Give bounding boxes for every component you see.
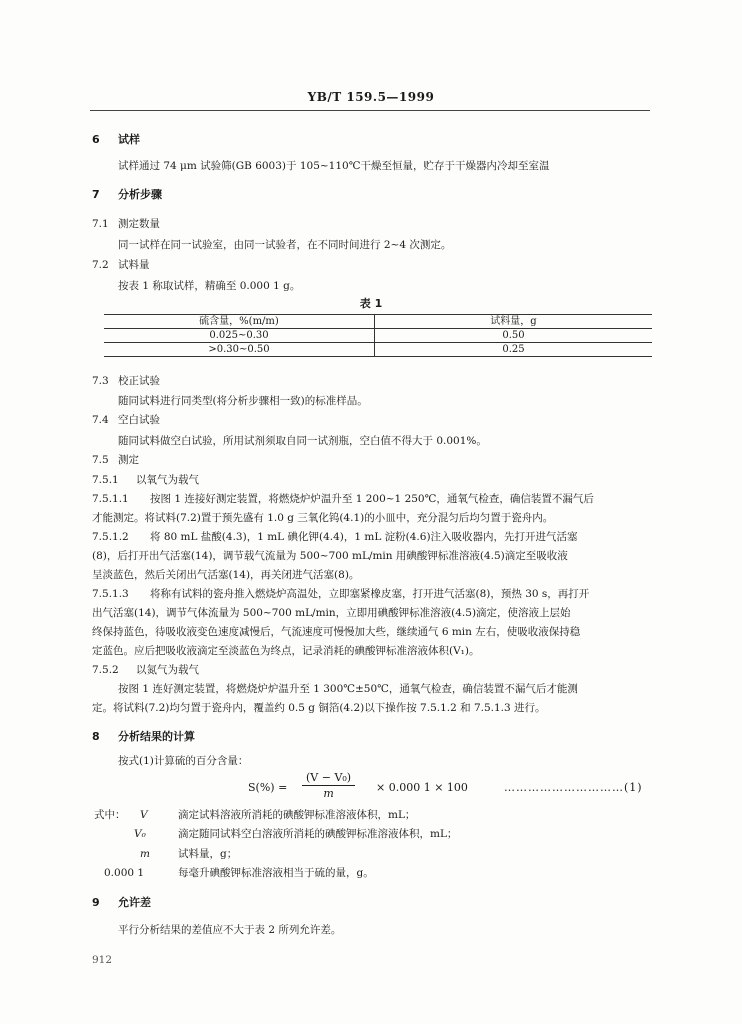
formula-fraction [302, 772, 355, 799]
table-cell: 0.50 [375, 329, 653, 343]
variable-description: 滴定试料溶液所消耗的碘酸钾标准溶液体积，mL； [178, 809, 416, 821]
section-7-5-2-number: 7.5.2 [92, 664, 119, 676]
section-7-4-title: 空白试验 [118, 414, 160, 426]
variable-symbol: m [140, 848, 150, 860]
section-8-title: 分析结果的计算 [118, 730, 195, 743]
paragraph-line: 定。将试料(7.2)均匀置于瓷舟内，覆盖约 0.5 g 铜箔(4.2)以下操作按 7.5.1.2 和 7.5.1.3 进行。 [92, 702, 546, 714]
section-8-number: 8 [92, 730, 100, 743]
formula-numerator: (V − V₀) [302, 772, 355, 786]
paragraph-line: 终保持蓝色，待吸收液变色速度减慢后，气流速度可慢慢加大些，继续通气 6 min 左右，使吸收液保持稳 [92, 626, 581, 638]
section-7-3-title: 校正试验 [118, 375, 160, 387]
section-7-1-body: 同一试样在同一试验室，由同一试验者，在不同时间进行 2~4 次测定。 [118, 239, 452, 251]
section-7-1-number: 7.1 [92, 218, 109, 230]
table-1-caption: 表 1 [359, 297, 383, 310]
table-cell: >0.30~0.50 [104, 343, 375, 357]
section-9-title: 允许差 [118, 896, 151, 909]
paragraph-line: 呈淡蓝色，然后关闭出气活塞(14)，再关闭进气活塞(8)。 [92, 569, 360, 581]
section-7-5-1-2-number: 7.5.1.2 [92, 531, 129, 543]
section-7-4-number: 7.4 [92, 414, 109, 426]
header-rule [90, 110, 650, 111]
section-6-body: 试样通过 74 μm 试验筛(GB 6003)于 105~110℃干燥至恒量，贮存于干燥器内冷却至室温 [118, 160, 550, 172]
formula-lhs: S(%) = [248, 781, 288, 794]
section-7-5-number: 7.5 [92, 454, 109, 466]
section-7-5-1-number: 7.5.1 [92, 474, 119, 486]
equation-number: …………………………(1) [504, 781, 643, 794]
paragraph-line: 按图 1 连好测定装置，将燃烧炉炉温升至 1 300℃±50℃，通氧气检查，确信装置不漏气后才能测 [118, 683, 578, 695]
paragraph-line: 才能测定。将试料(7.2)置于预先盛有 1.0 g 三氧化钨(4.1)的小皿中，充分混匀后均匀置于瓷舟内。 [92, 512, 554, 524]
section-7-5-1-title: 以氧气为载气 [136, 474, 199, 486]
section-7-4-body: 随同试料做空白试验，所用试剂须取自同一试剂瓶，空白值不得大于 0.001%。 [118, 435, 487, 447]
section-7-2-body: 按表 1 称取试样，精确至 0.000 1 g。 [118, 280, 301, 292]
table-header-row [104, 315, 652, 329]
page-number: 912 [92, 954, 113, 966]
section-7-title: 分析步骤 [118, 188, 162, 201]
section-7-5-1-1-number: 7.5.1.1 [92, 493, 129, 505]
section-7-3-number: 7.3 [92, 375, 109, 387]
section-6-number: 6 [92, 133, 100, 146]
variable-description: 滴定随同试料空白溶液所消耗的碘酸钾标准溶液体积，mL； [178, 828, 458, 840]
paragraph-line: (8)，后打开出气活塞(14)，调节载气流量为 500~700 mL/min 用碘酸钾标准溶液(4.5)滴定至吸收液 [92, 550, 568, 562]
variable-description: 每毫升碘酸钾标准溶液相当于硫的量，g。 [178, 867, 374, 879]
table-header-cell: 试料量，g [375, 315, 653, 329]
paragraph-line: 出气活塞(14)，调节气体流量为 500~700 mL/min，立即用碘酸钾标准溶液(4.5)滴定，使溶液上层始 [92, 607, 571, 619]
section-7-1-title: 测定数量 [118, 218, 160, 230]
formula-intro: 按式(1)计算硫的百分含量： [118, 755, 249, 767]
section-9-body: 平行分析结果的差值应不大于表 2 所列允许差。 [118, 924, 342, 936]
variable-description: 试料量，g； [178, 848, 238, 860]
section-7-5-2-title: 以氮气为载气 [136, 664, 199, 676]
formula-rhs: × 0.000 1 × 100 [376, 781, 468, 794]
variable-symbol: V [140, 809, 148, 821]
paragraph-line: 按图 1 连接好测定装置，将燃烧炉炉温升至 1 200~1 250℃，通氧气检查，确信装置不漏气后 [150, 493, 594, 505]
section-7-5-title: 测定 [118, 454, 139, 466]
paragraph-line: 将 80 mL 盐酸(4.3)，1 mL 碘化钾(4.4)，1 mL 淀粉(4.6)注入吸收器内，先打开进气活塞 [150, 531, 578, 543]
section-7-2-title: 试料量 [118, 259, 150, 271]
variable-symbol: 0.000 1 [104, 867, 145, 879]
section-7-number: 7 [92, 188, 100, 201]
table-1 [104, 314, 652, 357]
section-9-number: 9 [92, 896, 100, 909]
section-7-2-number: 7.2 [92, 259, 109, 271]
paragraph-line: 将称有试料的瓷舟推入燃烧炉高温处，立即塞紧橡皮塞，打开进气活塞(8)，预热 30 s，再打开 [150, 588, 590, 600]
document-header: YB/T 159.5—1999 [307, 90, 435, 104]
table-row [104, 329, 652, 343]
table-header-cell: 硫含量，%(m/m) [104, 315, 375, 329]
paragraph-line: 定蓝色。应后把吸收液滴定至淡蓝色为终点，记录消耗的碘酸钾标准溶液体积(V₁)。 [92, 645, 480, 657]
table-cell: 0.025~0.30 [104, 329, 375, 343]
variable-symbol: V₀ [134, 828, 146, 840]
formula-denominator: m [323, 787, 334, 800]
section-6-title: 试样 [118, 133, 140, 146]
section-7-3-body: 随同试料进行同类型(将分析步骤相一致)的标准样品。 [118, 395, 368, 407]
table-row [104, 343, 652, 357]
table-cell: 0.25 [375, 343, 653, 357]
section-7-5-1-3-number: 7.5.1.3 [92, 588, 129, 600]
where-label: 式中： [94, 809, 126, 821]
